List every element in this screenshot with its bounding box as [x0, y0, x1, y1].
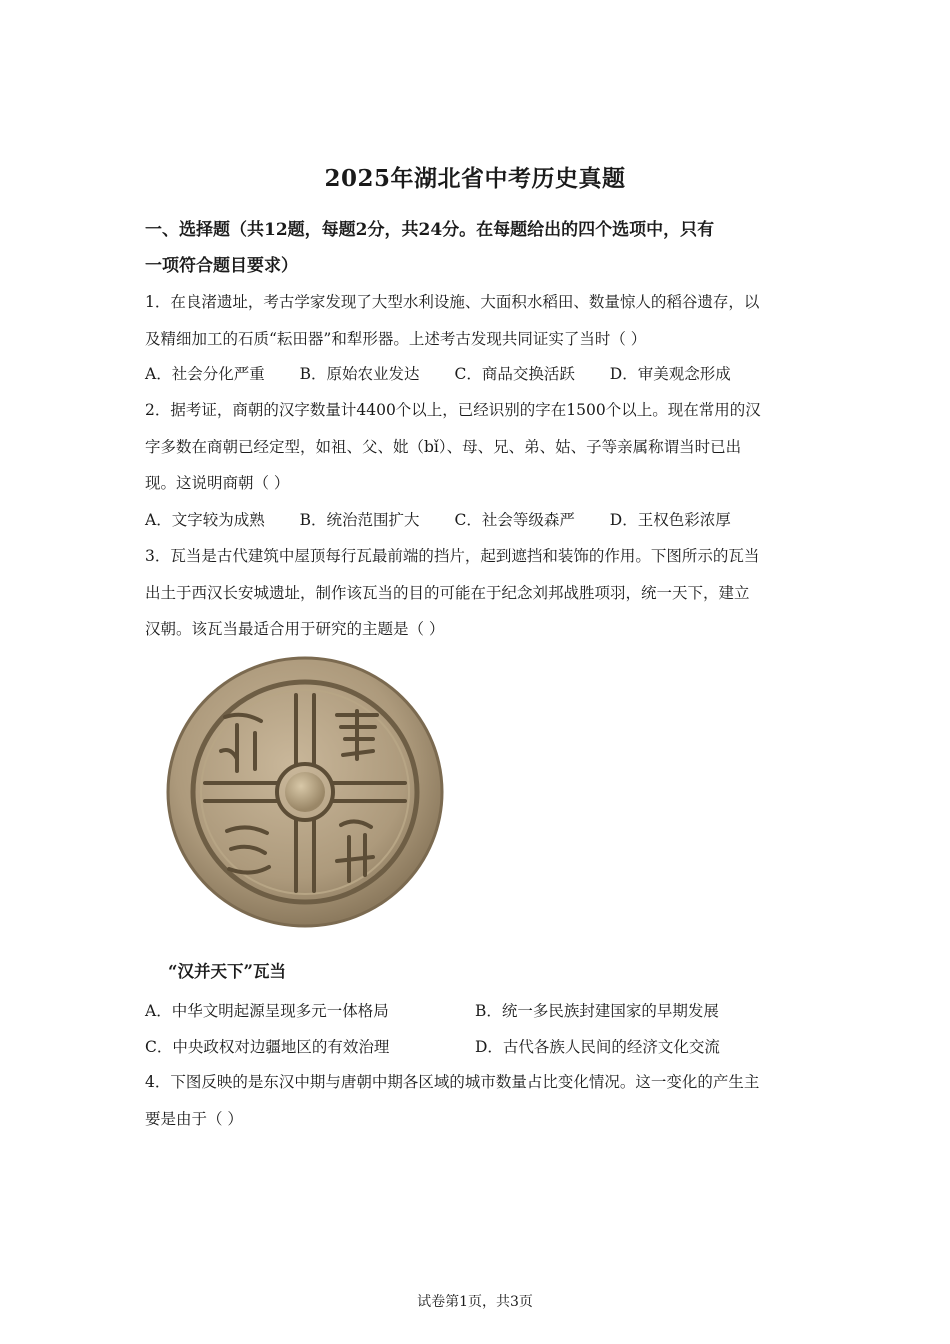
question-2 — [145, 392, 810, 502]
question-3 — [145, 538, 810, 648]
question-3-line1: 3．瓦当是古代建筑中屋顶每行瓦最前端的挡片，起到遮挡和装饰的作用。下图所示的瓦当 — [145, 547, 760, 565]
question-3-line2: 出土于西汉长安城遗址，制作该瓦当的目的可能在于纪念刘邦战胜项羽，统一天下，建立 — [145, 583, 750, 602]
question-1 — [145, 284, 810, 357]
q1-option-a: A．社会分化严重 — [145, 365, 265, 383]
image-caption: “汉并天下”瓦当 — [168, 962, 286, 981]
question-3-options — [145, 993, 810, 1065]
question-1-line2: 及精细加工的石质“耘田器”和犁形器。上述考古发现共同证实了当时（ ） — [145, 329, 647, 348]
page-title: 2025年湖北省中考历史真题 — [324, 165, 626, 192]
question-2-line2: 字多数在商朝已经定型，如祖、父、妣（bǐ）、母、兄、弟、姑、子等亲属称谓当时已出 — [145, 437, 742, 456]
q2-option-d: D．王权色彩浓厚 — [609, 511, 731, 529]
question-1-options — [145, 356, 810, 392]
question-4-line2: 要是由于（ ） — [145, 1109, 243, 1128]
q2-option-b: B．统治范围扩大 — [299, 511, 420, 529]
tile-end-image — [165, 655, 445, 930]
question-2-options — [145, 502, 810, 538]
q3-option-b: B．统一多民族封建国家的早期发展 — [475, 1002, 719, 1020]
question-2-line3: 现。这说明商朝（ ） — [145, 474, 290, 492]
q1-option-c: C．商品交换活跃 — [454, 365, 575, 383]
section-heading-line2: 一项符合题目要求） — [145, 256, 298, 276]
q3-option-a: A．中华文明起源呈现多元一体格局 — [145, 1002, 389, 1020]
q2-option-a: A．文字较为成熟 — [145, 511, 265, 529]
question-3-line3: 汉朝。该瓦当最适合用于研究的主题是（ ） — [145, 620, 445, 638]
q2-option-c: C．社会等级森严 — [454, 511, 575, 529]
q3-option-d: D．古代各族人民间的经济文化交流 — [475, 1038, 720, 1056]
q1-option-d: D．审美观念形成 — [609, 365, 731, 383]
question-4-line1: 4．下图反映的是东汉中期与唐朝中期各区域的城市数量占比变化情况。这一变化的产生主 — [145, 1073, 760, 1091]
question-2-line1: 2．据考证，商朝的汉字数量计4400个以上，已经识别的字在1500个以上。现在常用的汉 — [145, 401, 761, 419]
question-4 — [145, 1064, 810, 1137]
q1-option-b: B．原始农业发达 — [299, 365, 420, 383]
q3-option-c: C．中央政权对边疆地区的有效治理 — [145, 1038, 390, 1056]
section-heading-line1: 一、选择题（共12题，每题2分，共24分。在每题给出的四个选项中，只有 — [145, 220, 715, 240]
section-heading — [145, 212, 810, 284]
question-1-line1: 1．在良渚遗址，考古学家发现了大型水利设施、大面积水稻田、数量惊人的稻谷遗存，以 — [145, 293, 760, 311]
page-footer: 试卷第1页，共3页 — [417, 1294, 533, 1310]
